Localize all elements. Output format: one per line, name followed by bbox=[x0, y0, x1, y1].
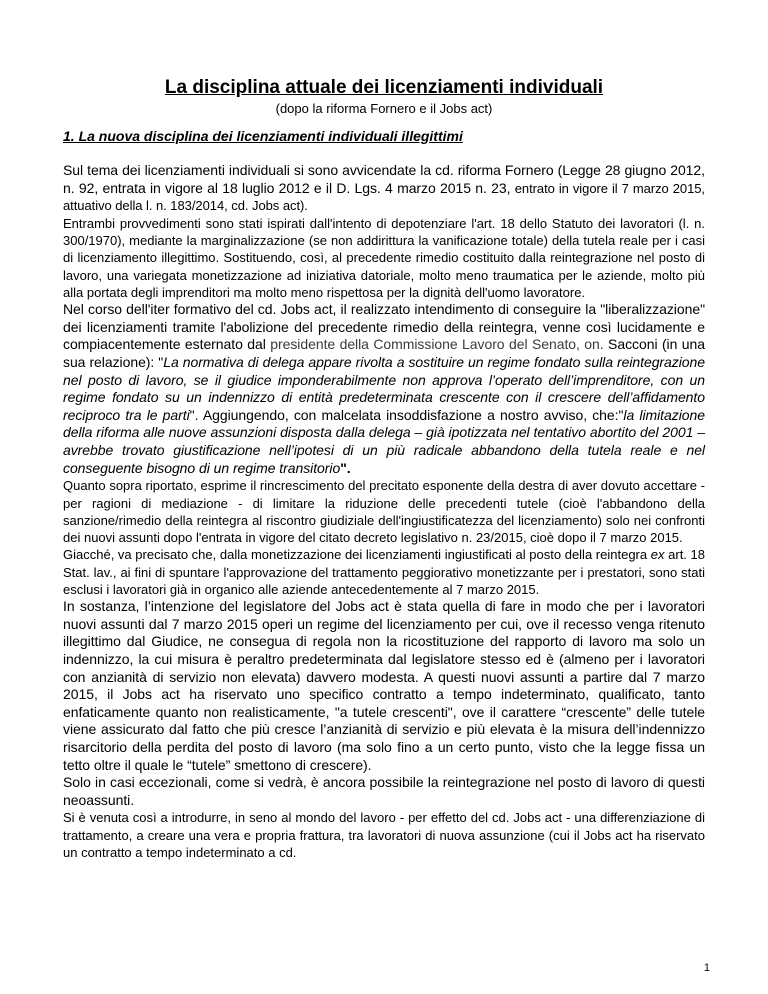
text-segment: Nel corso dell'iter formativo del cd. Jobs act, il realizzato intendimento di conseguire la "liberalizzazione" dei licenziamenti tramite l'abolizione del precedente rimedio della reintegra, venne così lucidamente e compiacentemente esternato dal bbox=[63, 301, 705, 353]
text-segment: Giacché, va precisato che, dalla monetizzazione dei licenziamenti ingiustificati al posto della reintegra bbox=[63, 547, 651, 563]
text-segment: ex bbox=[650, 547, 665, 563]
text-segment: presidente della Commissione Lavoro del Senato, on. bbox=[270, 336, 609, 353]
text-segment: Sul tema dei licenziamenti individuali si sono avvicendate la cd. riforma Fornero (Legge 28 giugno 2012, n. 92, entrata in vigore al 18 luglio 2012 e il D. Lgs. 4 marzo 2015 n. 23, bbox=[63, 162, 705, 196]
section-heading: 1. La nuova disciplina dei licenziamenti individuali illegittimi bbox=[63, 128, 463, 144]
body-text bbox=[63, 162, 705, 861]
text-segment: Si è venuta così a introdurre, in seno al mondo del lavoro - per effetto del cd. Jobs act - una differenziazione di trattamento, a creare una vera e propria frattura, tra lavoratori di nuova assunzione (cui il Jobs act ha riservato un contratto a tempo indeterminato a cd. bbox=[63, 810, 705, 860]
document-title: La disciplina attuale dei licenziamenti individuali bbox=[164, 77, 604, 98]
text-segment: Sacconi (in una sua relazione): " bbox=[63, 336, 705, 371]
text-segment: Entrambi provvedimenti sono stati ispirati dall'intento di depotenziare l'art. 18 dello Statuto dei lavoratori (l. n. 300/1970), mediante la marginalizzazione (se non addirittura la vanificazione totale) della tutela reale per i casi di licenziamento illegittimo. Sostituendo, così, al precedente rimedio costituito dalla reintegrazione nel posto di lavoro, una variegata monetizzazione ad iniziativa datoriale, molto meno traumatica per le aziende, molto più alla portata degli imprenditori ma molto meno rispettosa per la dignità dell'uomo lavoratore. bbox=[63, 215, 705, 300]
paragraph bbox=[63, 809, 705, 861]
text-segment: entrato in vigore il 7 marzo 2015, attuativo della l. n. 183/2014, cd. Jobs act). bbox=[63, 180, 705, 214]
text-segment: la limitazione della riforma alle nuove assunzioni disposta dalla delega – già ipotizzata nel tentativo abortito del 2001 – avrebbe trovato giustificazione nell’ipotesi di un più radicale abbandono della tutela reale e nel conseguente bisogno di un regime transitorio bbox=[63, 406, 705, 476]
text-segment: Quanto sopra riportato, esprime il rincrescimento del precitato esponente della destra di aver dovuto accettare - per ragioni di mediazione - di limitare la riduzione delle precedenti tutele (cioè l'abbandono della sanzione/rimedio della reintegra al riscontro giudiziale dell'ingiustificatezza del licenziamento) solo nei confronti dei nuovi assunti dopo l'entrata in vigore del citato decreto legislativo n. 23/2015, cioè dopo il 7 marzo 2015. bbox=[63, 478, 705, 546]
paragraph bbox=[63, 301, 705, 477]
paragraph bbox=[63, 477, 705, 546]
paragraph bbox=[63, 215, 705, 301]
text-segment: La normativa di delega appare rivolta a sostituire un regime fondato sulla reintegrazione nel posto di lavoro, se il giudice imponderabilmente non approva l’operato dell’imprenditore, con un regime fondato su un indennizzo di entità predeterminata crescente con il crescere dell’affidamento reciproco tra le parti bbox=[63, 354, 705, 423]
paragraph bbox=[63, 162, 705, 215]
paragraph bbox=[63, 598, 705, 774]
text-segment: ". bbox=[340, 459, 351, 476]
text-segment: In sostanza, l’intenzione del legislatore del Jobs act è stata quella di fare in modo che per i lavoratori nuovi assunti dal 7 marzo 2015 operi un regime del licenziamento per cui, ove il recesso venga ritenuto illegittimo dal Giudice, ne consegua di regola non la ricostituzione del rapporto di lavoro ma solo un indennizzo, la cui misura è peraltro predeterminata dal legislatore stesso ed è (almeno per i lavoratori con anzianità di servizio non elevata) davvero modesta. A questi nuovi assunti a partire dal 7 marzo 2015, il Jobs act ha riservato uno specifico contratto a tempo indeterminato, qualificato, tanto enfaticamente quanto non realisticamente, "a tutele crescenti", ove il carattere “crescente” delle tutele viene assicurato dal fatto che più cresce l’anzianità di servizio e più elevata è la misura dell’indennizzo risarcitorio della perdita del posto di lavoro (ma solo fino a un certo punto, visto che la legge fissa un tetto oltre il quale le “tutele” smettono di crescere). bbox=[63, 598, 705, 773]
text-segment: Solo in casi eccezionali, come si vedrà, è ancora possibile la reintegrazione nel posto di lavoro di questi neoassunti. bbox=[63, 774, 705, 808]
paragraph bbox=[63, 546, 705, 598]
text-segment: art. 18 Stat. lav., ai fini di spuntare l'approvazione del trattamento peggiorativo monetizzante per i prestatori, sono stati esclusi i lavoratori già in organico alle aziende antecedentemente al 7 marzo 2015. bbox=[63, 547, 706, 597]
page-number: 1 bbox=[703, 962, 710, 974]
paragraph bbox=[63, 774, 705, 809]
document-subtitle: (dopo la riforma Fornero e il Jobs act) bbox=[275, 101, 493, 116]
text-segment: ". Aggiungendo, con malcelata insoddisfazione a nostro avviso, che:" bbox=[189, 406, 624, 423]
